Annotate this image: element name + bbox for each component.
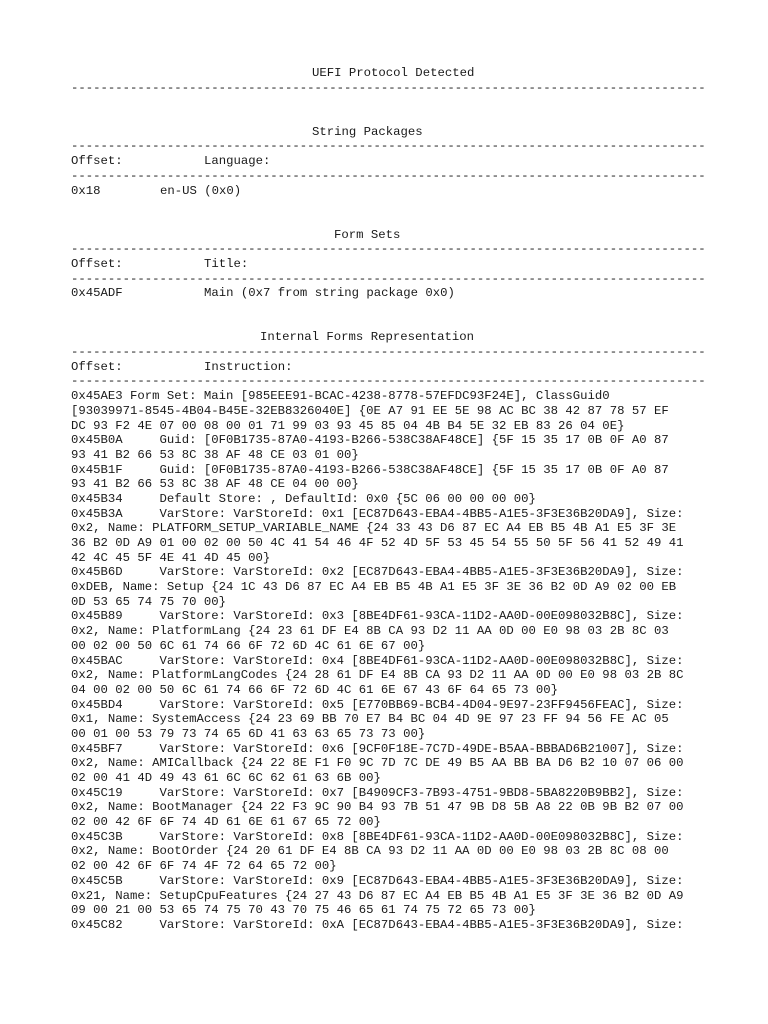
- instruction-line: 93 41 B2 66 53 8C 38 AF 48 CE 04 00 00}: [71, 477, 359, 492]
- section-heading-internal-forms: Internal Forms Representation: [260, 330, 475, 345]
- instruction-line: 0x45B1F Guid: [0F0B1735-87A0-4193-B266-538C38AF48CE] {5F 15 35 17 0B 0F A0 87: [71, 462, 669, 477]
- table-row: [71, 184, 711, 199]
- instruction-line: 0x21, Name: SetupCpuFeatures {24 27 43 D6 87 EC A4 EB B5 4B A1 E5 3F 3E 36 B2 0D A9: [71, 888, 684, 903]
- divider: --------------------------------------------------------------------------------------: [71, 139, 706, 154]
- column-header-offset: Offset:: [71, 154, 123, 169]
- column-header-offset: Offset:: [71, 359, 123, 374]
- instruction-line: 0x45BAC VarStore: VarStoreId: 0x4 [8BE4DF61-93CA-11D2-AA0D-00E098032B8C], Size:: [71, 653, 684, 668]
- instruction-line: 0x2, Name: PlatformLang {24 23 61 DF E4 8B CA 93 D2 11 AA 0D 00 E0 98 03 2B 8C 03: [71, 624, 669, 639]
- section-heading-form-sets: Form Sets: [334, 227, 401, 242]
- instruction-line: 0xDEB, Name: Setup {24 1C 43 D6 87 EC A4 EB B5 4B A1 E5 3F 3E 36 B2 0D A9 02 00 EB: [71, 580, 677, 595]
- instruction-line: DC 93 F2 4E 07 00 08 00 01 71 99 03 93 45 85 04 4B B4 5E 32 EB 83 26 04 0E}: [71, 418, 625, 433]
- report-title: UEFI Protocol Detected: [312, 66, 475, 80]
- instruction-line: 09 00 21 00 53 65 74 75 70 43 70 75 46 65 61 74 75 72 65 73 00}: [71, 903, 536, 918]
- divider: --------------------------------------------------------------------------------------: [71, 345, 706, 360]
- row-title: Main (0x7 from string package 0x0): [204, 286, 455, 301]
- instruction-line: 0x45BD4 VarStore: VarStoreId: 0x5 [E770BB69-BCB4-4D04-9E97-23FF9456FEAC], Size:: [71, 697, 684, 712]
- divider: --------------------------------------------------------------------------------------: [71, 80, 706, 95]
- instruction-line: 0x1, Name: SystemAccess {24 23 69 BB 70 E7 B4 BC 04 4D 9E 97 23 FF 94 56 FE AC 05: [71, 712, 669, 727]
- instruction-line: 0x45C19 VarStore: VarStoreId: 0x7 [B4909CF3-7B93-4751-9BD8-5BA8220B9BB2], Size:: [71, 785, 684, 800]
- column-header-row: [71, 257, 711, 272]
- instruction-line: 04 00 02 00 50 6C 61 74 66 6F 72 6D 4C 61 6E 67 43 6F 64 65 73 00}: [71, 682, 559, 697]
- instruction-listing: [71, 389, 711, 932]
- instruction-line: [93039971-8545-4B04-B45E-32EB8326040E] {0E A7 91 EE 5E 98 AC BC 38 42 87 78 57 EF: [71, 403, 669, 418]
- instruction-line: 02 00 42 6F 6F 74 4D 61 6E 61 67 65 72 00}: [71, 815, 381, 830]
- instruction-line: 0x45B3A VarStore: VarStoreId: 0x1 [EC87D643-EBA4-4BB5-A1E5-3F3E36B20DA9], Size:: [71, 506, 684, 521]
- instruction-line: 0x45B89 VarStore: VarStoreId: 0x3 [8BE4DF61-93CA-11D2-AA0D-00E098032B8C], Size:: [71, 609, 684, 624]
- instruction-line: 0x45BF7 VarStore: VarStoreId: 0x6 [9CF0F18E-7C7D-49DE-B5AA-BBBAD6B21007], Size:: [71, 741, 684, 756]
- instruction-line: 0D 53 65 74 75 70 00}: [71, 594, 226, 609]
- column-header-row: [71, 154, 711, 169]
- column-header-offset: Offset:: [71, 256, 123, 271]
- instruction-line: 0x2, Name: PLATFORM_SETUP_VARIABLE_NAME {24 33 43 D6 87 EC A4 EB B5 4B A1 E5 3F 3E: [71, 521, 677, 536]
- instruction-line: 0x2, Name: BootOrder {24 20 61 DF E4 8B CA 93 D2 11 AA 0D 00 E0 98 03 2B 8C 08 00: [71, 844, 669, 859]
- instruction-line: 0x45C5B VarStore: VarStoreId: 0x9 [EC87D643-EBA4-4BB5-A1E5-3F3E36B20DA9], Size:: [71, 873, 684, 888]
- column-header-row: [71, 360, 711, 375]
- table-row: [71, 286, 711, 301]
- instruction-line: 00 02 00 50 6C 61 74 66 6F 72 6D 4C 61 6E 67 00}: [71, 638, 426, 653]
- divider: --------------------------------------------------------------------------------------: [71, 271, 706, 286]
- instruction-line: 36 B2 0D A9 01 00 02 00 50 4C 41 54 46 4F 52 4D 5F 53 45 54 55 50 5F 56 41 52 49 41: [71, 536, 684, 551]
- instruction-line: 0x45C82 VarStore: VarStoreId: 0xA [EC87D643-EBA4-4BB5-A1E5-3F3E36B20DA9], Size:: [71, 917, 684, 932]
- instruction-line: 0x45C3B VarStore: VarStoreId: 0x8 [8BE4DF61-93CA-11D2-AA0D-00E098032B8C], Size:: [71, 829, 684, 844]
- uefi-report: [71, 66, 711, 933]
- instruction-line: 02 00 41 4D 49 43 61 6C 6C 62 61 63 6B 00}: [71, 771, 381, 786]
- instruction-line: 00 01 00 53 79 73 74 65 6D 41 63 63 65 73 73 00}: [71, 726, 426, 741]
- instruction-line: 02 00 42 6F 6F 74 4F 72 64 65 72 00}: [71, 859, 337, 874]
- column-header-language: Language:: [204, 154, 271, 169]
- instruction-line: 0x45B34 Default Store: , DefaultId: 0x0 {5C 06 00 00 00 00}: [71, 491, 536, 506]
- column-header-title: Title:: [204, 256, 249, 271]
- row-offset: 0x45ADF: [71, 286, 123, 301]
- instruction-line: 93 41 B2 66 53 8C 38 AF 48 CE 03 01 00}: [71, 447, 359, 462]
- instruction-line: 0x2, Name: BootManager {24 22 F3 9C 90 B4 93 7B 51 47 9B D8 5B A8 22 0B 9B B2 07 00: [71, 800, 684, 815]
- divider: --------------------------------------------------------------------------------------: [71, 242, 706, 257]
- column-header-instruction: Instruction:: [204, 359, 293, 374]
- instruction-line: 0x45B6D VarStore: VarStoreId: 0x2 [EC87D643-EBA4-4BB5-A1E5-3F3E36B20DA9], Size:: [71, 565, 684, 580]
- instruction-line: 0x45AE3 Form Set: Main [985EEE91-BCAC-4238-8778-57EFDC93F24E], ClassGuid0: [71, 389, 610, 404]
- instruction-line: 0x45B0A Guid: [0F0B1735-87A0-4193-B266-538C38AF48CE] {5F 15 35 17 0B 0F A0 87: [71, 433, 669, 448]
- row-offset: 0x18: [71, 183, 101, 198]
- section-heading-string-packages: String Packages: [312, 124, 423, 139]
- instruction-line: 0x2, Name: AMICallback {24 22 8E F1 F0 9C 7D 7C DE 49 B5 AA BB BA D6 B2 10 07 06 00: [71, 756, 684, 771]
- divider: --------------------------------------------------------------------------------------: [71, 168, 706, 183]
- divider: --------------------------------------------------------------------------------------: [71, 374, 706, 389]
- row-language: en-US (0x0): [160, 183, 242, 198]
- instruction-line: 0x2, Name: PlatformLangCodes {24 28 61 DF E4 8B CA 93 D2 11 AA 0D 00 E0 98 03 2B 8C: [71, 668, 684, 683]
- instruction-line: 42 4C 45 5F 4E 41 4D 45 00}: [71, 550, 271, 565]
